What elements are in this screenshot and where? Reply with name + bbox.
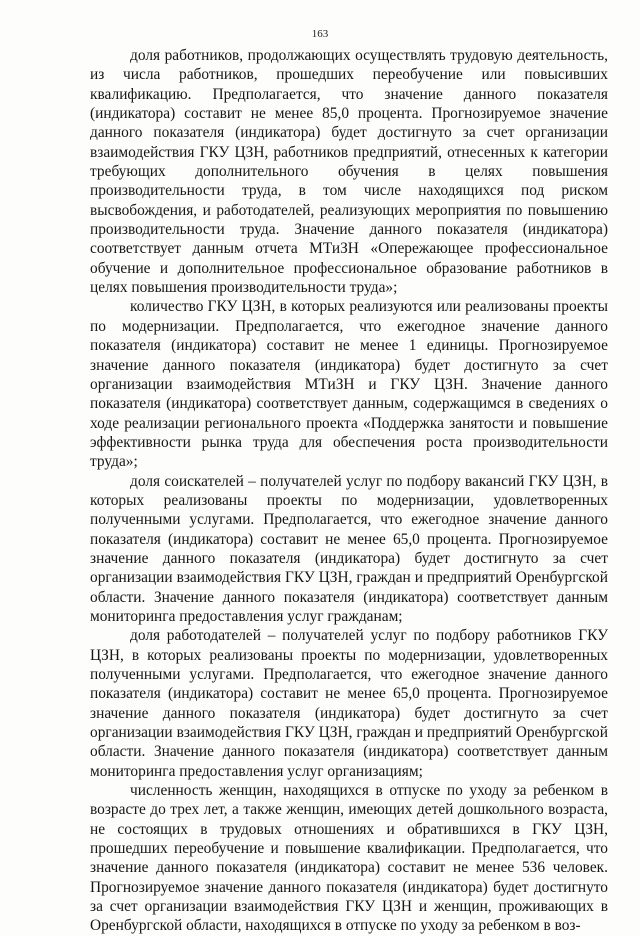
paragraph-women-retraining xyxy=(90,781,608,936)
paragraph-job-seekers-satisfaction xyxy=(90,472,608,627)
page-number: 163 xyxy=(311,28,329,40)
paragraph-text: доля соискателей – получателей услуг по подбору вакансий ГКУ ЦЗН, в которых реализованы проекты по модернизации, удовлетворенных полученными услугами. Предполагается, что ежегодное значение данного показателя (индикатора) составит не менее 65,0 процента. Прогнозируемое значение данного показателя (индикатора) будет достигнуто за счет организации взаимодействия ГКУ ЦЗН, граждан и предприятий Оренбургской области. Значение данного показателя (индикатора) соответствует данным мониторинга предоставления услуг гражданам; xyxy=(90,472,608,625)
document-body xyxy=(90,46,608,936)
paragraph-text: количество ГКУ ЦЗН, в которых реализуются или реализованы проекты по модернизации. Предполагается, что ежегодное значение данного показателя (индикатора) составит не менее 1 единицы. Прогнозируемое значение данного показателя (индикатора) будет достигнуто за счет организации взаимодействия МТиЗН и ГКУ ЦЗН. Значение данного показателя (индикатора) соответствует данным, содержащимся в сведениях о ходе реализации регионального проекта «Поддержка занятости и повышение эффективности рынка труда для обеспечения роста производительности труда»; xyxy=(90,298,608,471)
paragraph-employers-satisfaction xyxy=(90,626,608,781)
paragraph-text: численность женщин, находящихся в отпуске по уходу за ребенком в возрасте до трех лет, а также женщин, имеющих детей дошкольного возраста, не состоящих в трудовых отношениях и обратившихся в ГКУ ЦЗН, прошедших переобучение и повышение квалификации. Предполагается, что значение данного показателя (индикатора) составит не менее 536 человек. Прогнозируемое значение данного показателя (индикатора) будет достигнуто за счет организации взаимодействия ГКУ ЦЗН и женщин, проживающих в Оренбургской области, находящихся в отпуске по уходу за ребенком в воз- xyxy=(90,782,608,935)
paragraph-retraining-share xyxy=(90,46,608,297)
paragraph-text: доля работников, продолжающих осуществлять трудовую деятельность, из числа работников, прошедших переобучение или повысивших квалификацию. Предполагается, что значение данного показателя (индикатора) составит не менее 85,0 процента. Прогнозируемое значение данного показателя (индикатора) будет достигнуто за счет организации взаимодействия ГКУ ЦЗН, работников предприятий, отнесенных к категории требующих дополнительного обучения в целях повышения производительности труда, в том числе находящихся под риском высвобождения, и работодателей, реализующих мероприятия по повышению производительности труда. Значение данного показателя (индикатора) соответствует данным отчета МТиЗН «Опережающее профессиональное обучение и дополнительное профессиональное образование работников в целях повышения производительности труда»; xyxy=(90,47,608,297)
paragraph-modernized-centers xyxy=(90,297,608,471)
paragraph-text: доля работодателей – получателей услуг по подбору работников ГКУ ЦЗН, в которых реализованы проекты по модернизации, удовлетворенных полученными услугами. Предполагается, что ежегодное значение данного показателя (индикатора) составит не менее 65,0 процента. Прогнозируемое значение данного показателя (индикатора) будет достигнуто за счет организации взаимодействия ГКУ ЦЗН, граждан и предприятий Оренбургской области. Значение данного показателя (индикатора) соответствует данным мониторинга предоставления услуг организациям; xyxy=(90,627,608,780)
